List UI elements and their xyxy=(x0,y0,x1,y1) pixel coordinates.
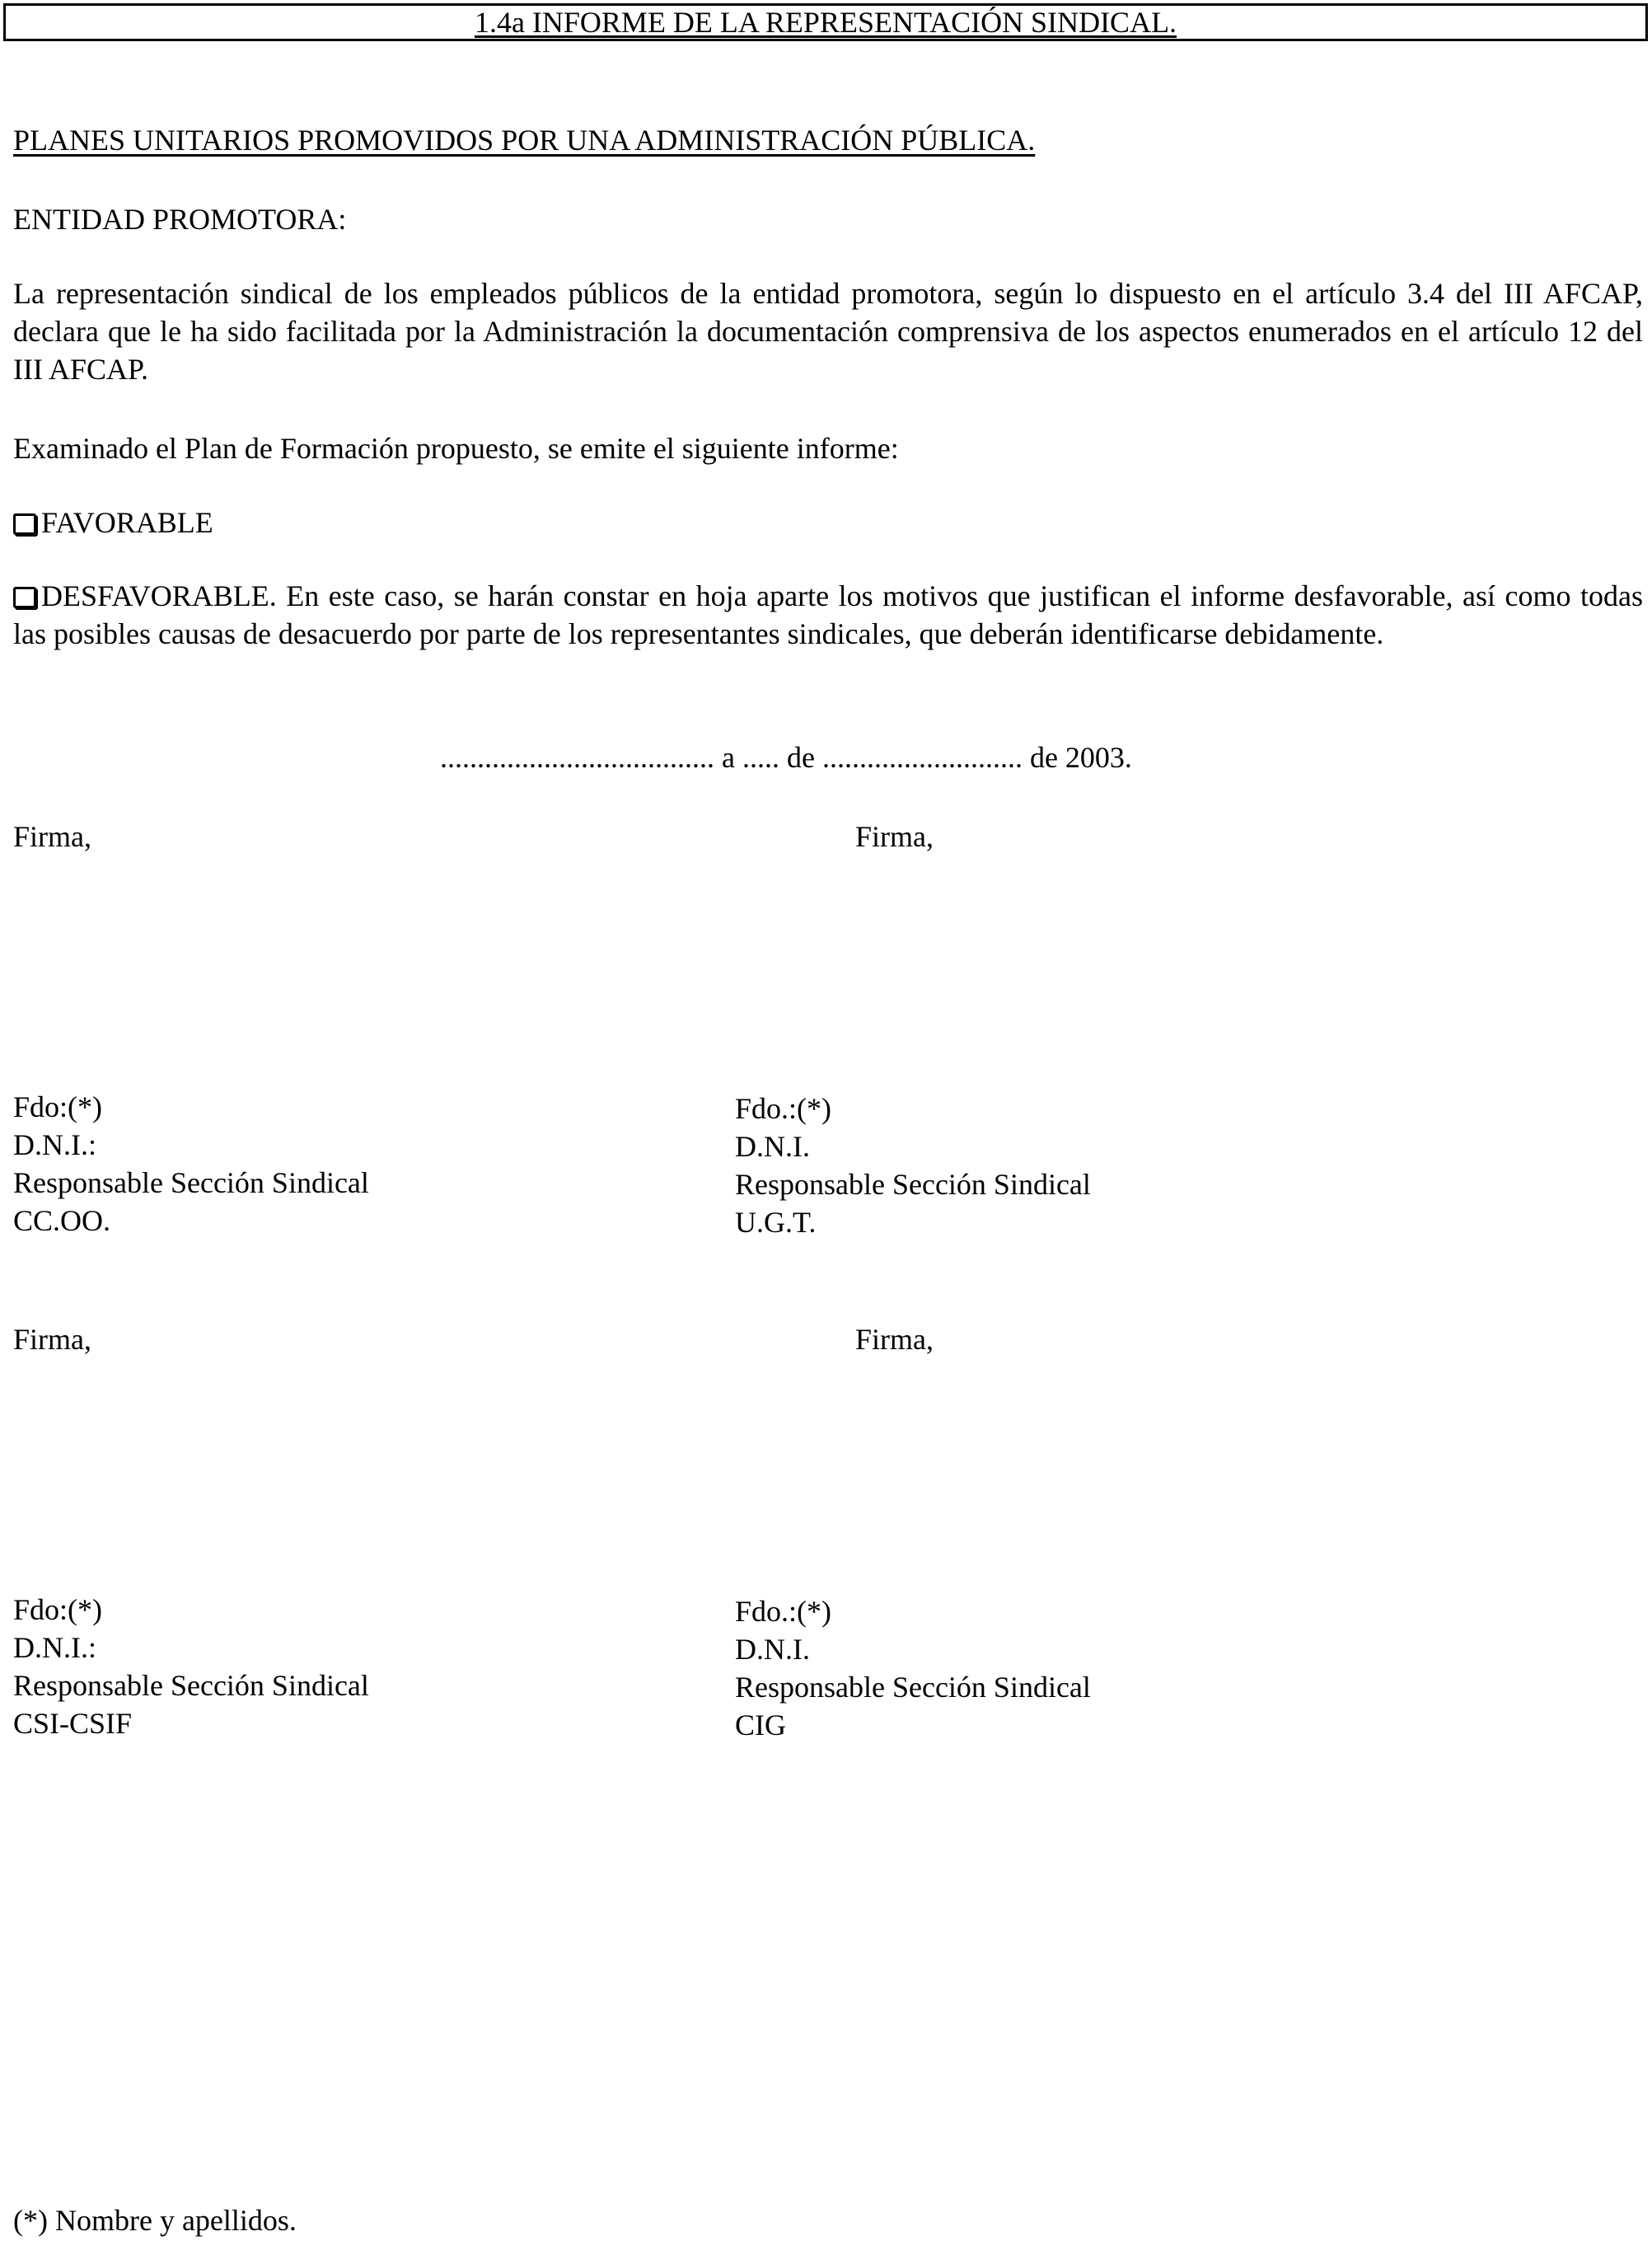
unfavorable-label: DESFAVORABLE. En este caso, se harán constar en hoja aparte los motivos que justifican el informe desfavorable, así como todas las posibles causas de desacuerdo por parte de los representantes sindicales, que deberán identificarse debidamente. xyxy=(13,579,1643,650)
signature-role: Responsable Sección Sindical xyxy=(735,1671,1091,1704)
signature-dni: D.N.I.: xyxy=(13,1631,96,1664)
signature-union: CIG xyxy=(735,1709,786,1741)
signature-1-firma: Firma, xyxy=(13,820,91,853)
signature-dni: D.N.I. xyxy=(735,1130,810,1163)
signature-3-firma: Firma, xyxy=(13,1323,91,1356)
unfavorable-option[interactable] xyxy=(13,577,1643,653)
section-subtitle: PLANES UNITARIOS PROMOVIDOS POR UNA ADMINISTRACIÓN PÚBLICA. xyxy=(13,124,1036,157)
document-title-text: 1.4a INFORME DE LA REPRESENTACIÓN SINDICAL. xyxy=(474,6,1177,39)
signature-role: Responsable Sección Sindical xyxy=(13,1166,369,1199)
signature-fdo: Fdo:(*) xyxy=(13,1090,102,1123)
favorable-checkbox[interactable] xyxy=(13,513,36,535)
signature-block-ugt xyxy=(735,1090,1091,1241)
footnote: (*) Nombre y apellidos. xyxy=(13,2204,297,2237)
favorable-label: FAVORABLE xyxy=(41,506,213,539)
signature-dni: D.N.I.: xyxy=(13,1128,96,1161)
signature-block-cig xyxy=(735,1592,1091,1744)
signature-block-csi-csif xyxy=(13,1591,369,1742)
signature-4-firma: Firma, xyxy=(855,1323,934,1356)
signature-union: CC.OO. xyxy=(13,1204,111,1237)
date-line: ..................................... a ..... de ........................... de 2003. xyxy=(440,741,1132,774)
signature-role: Responsable Sección Sindical xyxy=(13,1669,369,1702)
entity-label: ENTIDAD PROMOTORA: xyxy=(13,203,347,236)
signature-fdo: Fdo.:(*) xyxy=(735,1092,831,1125)
signature-union: CSI-CSIF xyxy=(13,1707,133,1740)
signature-union: U.G.T. xyxy=(735,1206,817,1239)
signature-dni: D.N.I. xyxy=(735,1633,810,1666)
examined-line: Examinado el Plan de Formación propuesto, se emite el siguiente informe: xyxy=(13,432,899,465)
signature-fdo: Fdo.:(*) xyxy=(735,1595,831,1628)
favorable-option[interactable] xyxy=(13,504,213,541)
declaration-paragraph: La representación sindical de los empleados públicos de la entidad promotora, según lo dispuesto en el artículo 3.4 del III AFCAP, declara que le ha sido facilitada por la Administración la documentación comprensiva de los aspectos enumerados en el artículo 12 del III AFCAP. xyxy=(13,277,1643,386)
unfavorable-checkbox[interactable] xyxy=(13,587,36,608)
signature-block-ccoo xyxy=(13,1088,369,1240)
document-title xyxy=(3,3,1648,41)
signature-fdo: Fdo:(*) xyxy=(13,1593,102,1626)
signature-role: Responsable Sección Sindical xyxy=(735,1168,1091,1201)
signature-2-firma: Firma, xyxy=(855,820,934,853)
